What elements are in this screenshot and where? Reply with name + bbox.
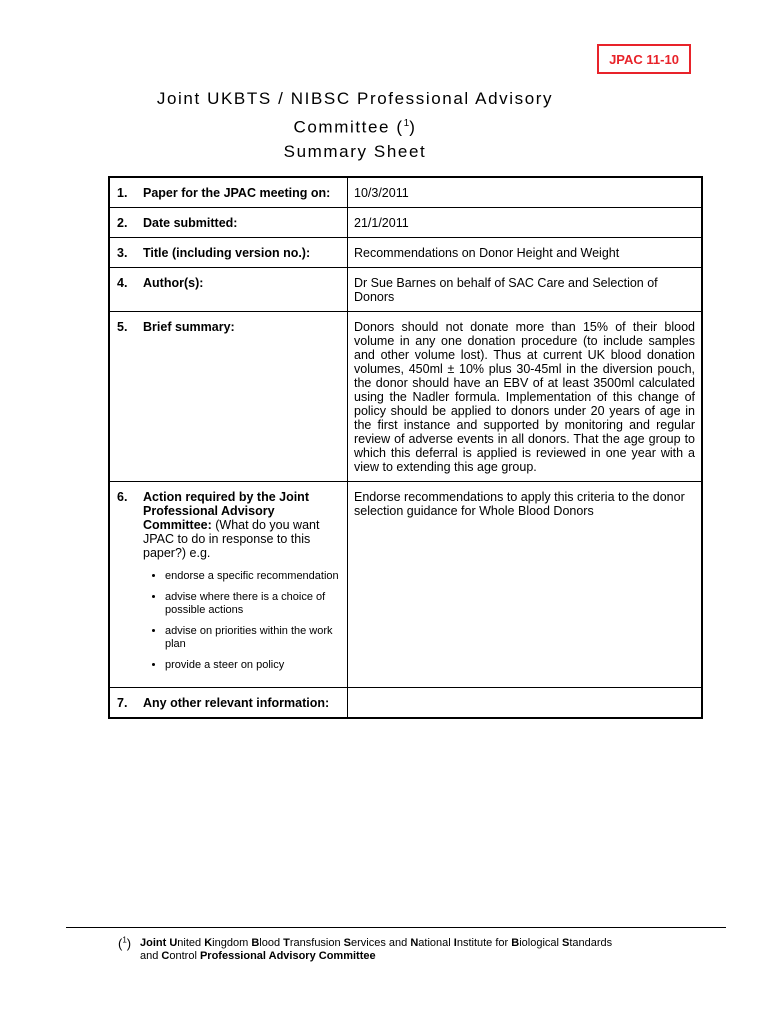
- footnote-segment: K: [204, 937, 213, 949]
- row-number: 5.: [109, 312, 143, 482]
- footnote-segment: Professional Advisory Committee: [199, 950, 376, 962]
- footnote-segment: lood: [259, 937, 284, 949]
- row-value: 21/1/2011: [348, 208, 703, 238]
- row-number: 7.: [109, 688, 143, 719]
- list-item: • endorse a specific recommendation: [165, 570, 341, 583]
- action-label-hint: (What do you want JPAC to do in response to this paper?) e.g.: [143, 518, 320, 560]
- footnote-segment: C: [161, 950, 170, 962]
- row-label: Paper for the JPAC meeting on:: [143, 177, 348, 208]
- row-value: Dr Sue Barnes on behalf of SAC Care and Selection of Donors: [348, 268, 703, 312]
- action-options-list: [143, 570, 341, 672]
- footnote-segment: ontrol: [169, 950, 200, 962]
- footnote-segment: U: [169, 937, 178, 949]
- list-item: • provide a steer on policy: [165, 659, 341, 672]
- footnote-segment: and: [140, 950, 162, 962]
- table-row-title: [109, 238, 702, 268]
- footnote-segment: S: [562, 937, 570, 949]
- footnote-segment: ational: [418, 937, 454, 949]
- footnote-segment: nstitute for: [456, 937, 512, 949]
- table-row-authors: [109, 268, 702, 312]
- row-value: [348, 688, 703, 719]
- footnote-segment: N: [410, 937, 419, 949]
- footnote-text: [140, 937, 680, 963]
- footnote-divider: [66, 927, 726, 928]
- table-row-other-information: [109, 688, 702, 719]
- action-label-bold: Action required by the Joint Professional Advisory Committee:: [143, 490, 309, 532]
- footnote-segment: S: [343, 937, 352, 949]
- footnote-segment: T: [283, 937, 290, 949]
- row-value: Recommendations on Donor Height and Weight: [348, 238, 703, 268]
- title-line-1: Joint UKBTS / NIBSC Professional Advisory: [156, 89, 554, 108]
- row-value: Donors should not donate more than 15% of their blood volume in any one donation procedure (to include samples and other volume lost). Thus at current UK blood donation volumes, 450ml ± 10% plus 30-45ml in the diversion pouch, the donor should have an EBV of at least 3500ml calculated using the Nadler formula. Implementation of this change of policy should be applied to donors under 20 years of age in the first instance and supported by monitoring and regular review of adverse events in all donors. That the age group to which this deferral is applied is reviewed in one year with a view to extending this age group.: [348, 312, 703, 482]
- footnote-segment: tandards: [569, 937, 613, 949]
- table-row-date-submitted: [109, 208, 702, 238]
- document-reference-badge: JPAC 11-10: [597, 44, 691, 74]
- footnote-segment: B: [251, 937, 260, 949]
- table-row-meeting-date: [109, 177, 702, 208]
- footnote-segment: iological: [519, 937, 563, 949]
- row-number: 1.: [109, 177, 143, 208]
- table-row-action-required: [109, 482, 702, 688]
- row-label: Brief summary:: [143, 312, 348, 482]
- title-footnote-marker: 1: [403, 117, 410, 129]
- footnote: [118, 934, 678, 962]
- footnote-segment: nited: [177, 937, 205, 949]
- footnote-segment: J: [140, 937, 147, 949]
- summary-table: [108, 176, 703, 719]
- list-item: • advise where there is a choice of possible actions: [165, 591, 341, 617]
- row-number: 6.: [109, 482, 143, 688]
- row-label: Date submitted:: [143, 208, 348, 238]
- row-label: [143, 482, 348, 688]
- footnote-segment: ingdom: [212, 937, 252, 949]
- title-line-3: Summary Sheet: [283, 141, 427, 161]
- table-row-brief-summary: [109, 312, 702, 482]
- footnote-segment: ransfusion: [289, 937, 344, 949]
- row-value: 10/3/2011: [348, 177, 703, 208]
- footnote-marker: ($^1$): [118, 936, 132, 952]
- row-label: Any other relevant information:: [143, 688, 348, 719]
- row-value: Endorse recommendations to apply this criteria to the donor selection guidance for Whole Blood Donors: [348, 482, 703, 688]
- footnote-segment: oint: [146, 937, 170, 949]
- row-number: 3.: [109, 238, 143, 268]
- row-label: Title (including version no.):: [143, 238, 348, 268]
- row-label: Author(s):: [143, 268, 348, 312]
- document-title: [70, 87, 640, 164]
- footnote-segment: ervices and: [351, 937, 411, 949]
- row-number: 2.: [109, 208, 143, 238]
- list-item: • advise on priorities within the work plan: [165, 625, 341, 651]
- footnote-segment: B: [511, 937, 520, 949]
- title-line-2: Committee ($^1$): [293, 117, 417, 137]
- footnote-segment: I: [453, 937, 457, 949]
- row-number: 4.: [109, 268, 143, 312]
